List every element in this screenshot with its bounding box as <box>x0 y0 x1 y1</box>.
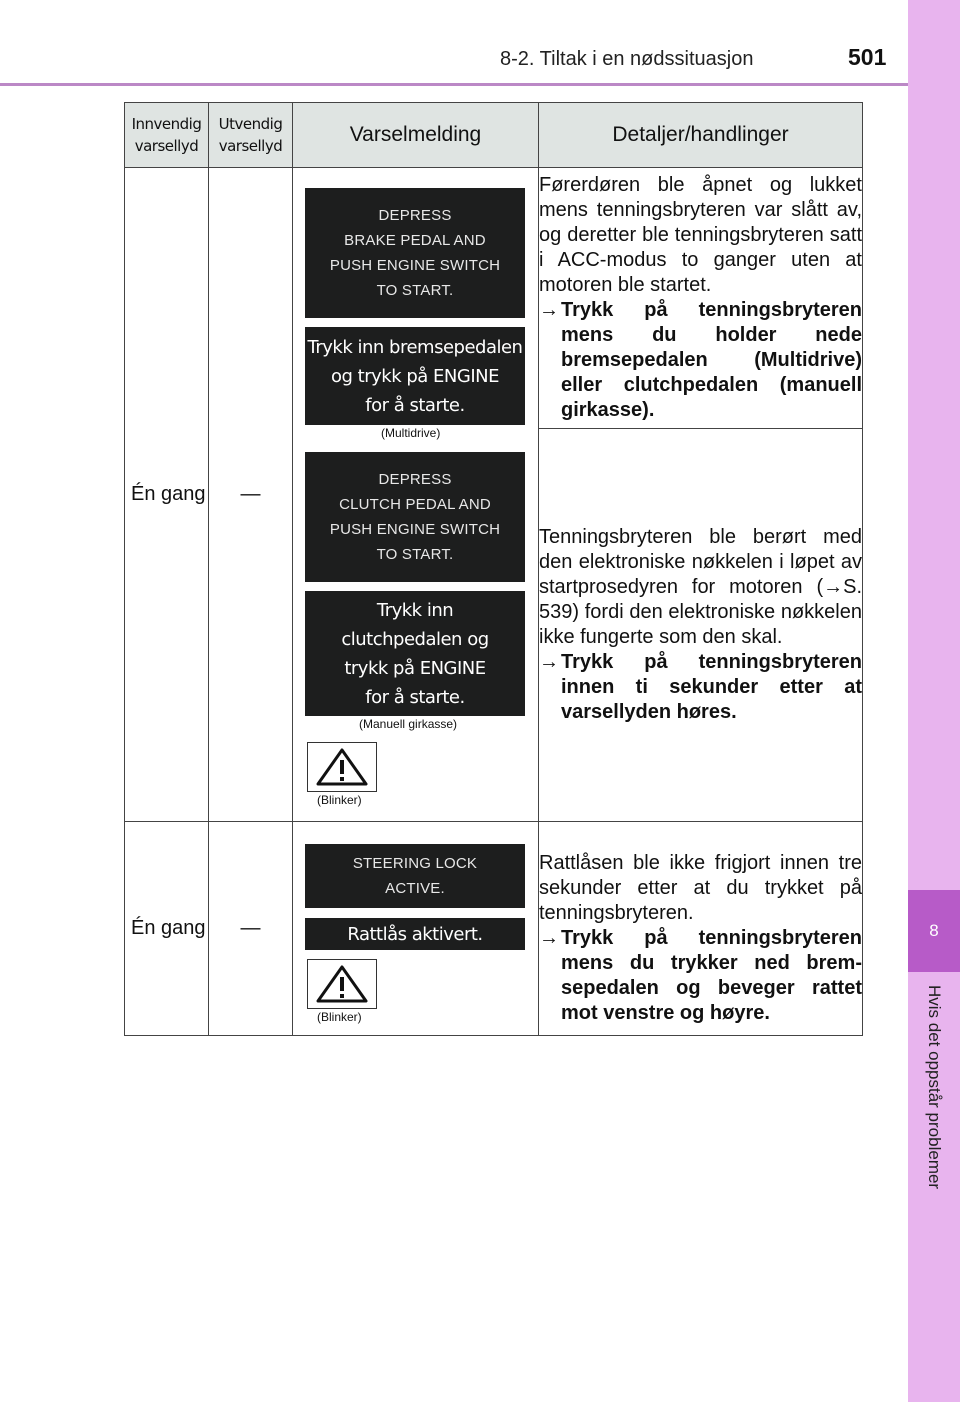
message-cell <box>293 822 539 1036</box>
details-cell: Førerdøren ble åpnet og lukket mens tenningsbryteren var slått av, og deretter ble tenningsbryteren satt i ACC-modus to ganger uten at motoren ble startet. → Trykk på tenningsbryteren mens du holder nede bremsepedalen (Multidrive) eller clutchpedalen (manuell girkasse). <box>539 168 863 429</box>
caption-blinker: (Blinker) <box>317 1010 362 1024</box>
header-rule <box>0 83 908 86</box>
caption-multidrive: (Multidrive) <box>381 426 441 440</box>
arrow-icon: → <box>539 298 559 321</box>
details-cell: Tenningsbryteren ble berørt med den elektroniske nøkkelen i løpet av startprosedyren for motoren (→S. 539) fordi den elektroniske nøkkelen ikke fungerte som den skal. → Trykk på tenningsbryteren innen ti sekunder etter at varsellyden høres. <box>539 428 863 821</box>
section-title: 8-2. Tiltak i en nødssituasjon <box>500 48 754 70</box>
message-display-clutch-no: Trykk inn clutchpedalen og trykk på ENGINE for å starte. <box>305 591 525 716</box>
table-row <box>125 168 863 429</box>
action-item: → Trykk på tenningsbryteren mens du trykker ned bremsepedalen og beveger rattet mot venstre og høyre. <box>539 927 862 1024</box>
caption-manual-gearbox: (Manuell girkasse) <box>359 717 458 731</box>
action-item: → Trykk på tenningsbryteren mens du holder nede bremsepedalen (Multidrive) eller clutchpedalen (manuell girkasse). <box>539 298 862 421</box>
header-warning-message: Varselmelding <box>293 103 539 168</box>
exterior-sound-cell: — <box>209 822 293 1036</box>
header-interior-sound: Innvendig varsellyd <box>125 103 209 168</box>
interior-sound-cell: Én gang <box>125 168 209 822</box>
message-cell <box>293 168 539 822</box>
action-item: → Trykk på tenningsbryteren innen ti sekunder etter at varsellyden høres. <box>539 650 862 723</box>
message-display-steering-lock-no: Rattlås aktivert. <box>305 918 525 950</box>
message-display-clutch-en: DEPRESS CLUTCH PEDAL AND PUSH ENGINE SWITCH TO START. <box>305 452 525 582</box>
exterior-sound-cell: — <box>209 168 293 822</box>
caption-blinker: (Blinker) <box>317 793 362 807</box>
details-cell: Rattlåsen ble ikke frigjort innen tre sekunder etter at du trykket på tenningsbryteren. → Trykk på tenningsbryteren mens du trykker ned bremsepedalen og beveger rattet mot venstre og høyre. <box>539 822 863 1036</box>
arrow-icon: → <box>539 927 559 949</box>
message-display-brake-en: DEPRESS BRAKE PEDAL AND PUSH ENGINE SWITCH TO START. <box>305 188 525 318</box>
header-details: Detaljer/handlinger <box>539 103 863 168</box>
arrow-icon: → <box>539 650 559 673</box>
chapter-number-tab: 8 <box>908 890 960 972</box>
table-row <box>125 822 863 1036</box>
interior-sound-cell: Én gang <box>125 822 209 1036</box>
warning-table <box>124 102 863 1036</box>
message-display-steering-lock-en: STEERING LOCK ACTIVE. <box>305 844 525 908</box>
table-header-row <box>125 103 863 168</box>
warning-triangle-icon <box>307 742 377 792</box>
chapter-title: Hvis det oppstår problemer <box>925 985 944 1190</box>
warning-triangle-icon <box>307 959 377 1009</box>
message-display-brake-no: Trykk inn bremsepedalen og trykk på ENGINE for å starte. <box>305 327 525 425</box>
page-number: 501 <box>848 44 887 70</box>
header-exterior-sound: Utvendig varsellyd <box>209 103 293 168</box>
